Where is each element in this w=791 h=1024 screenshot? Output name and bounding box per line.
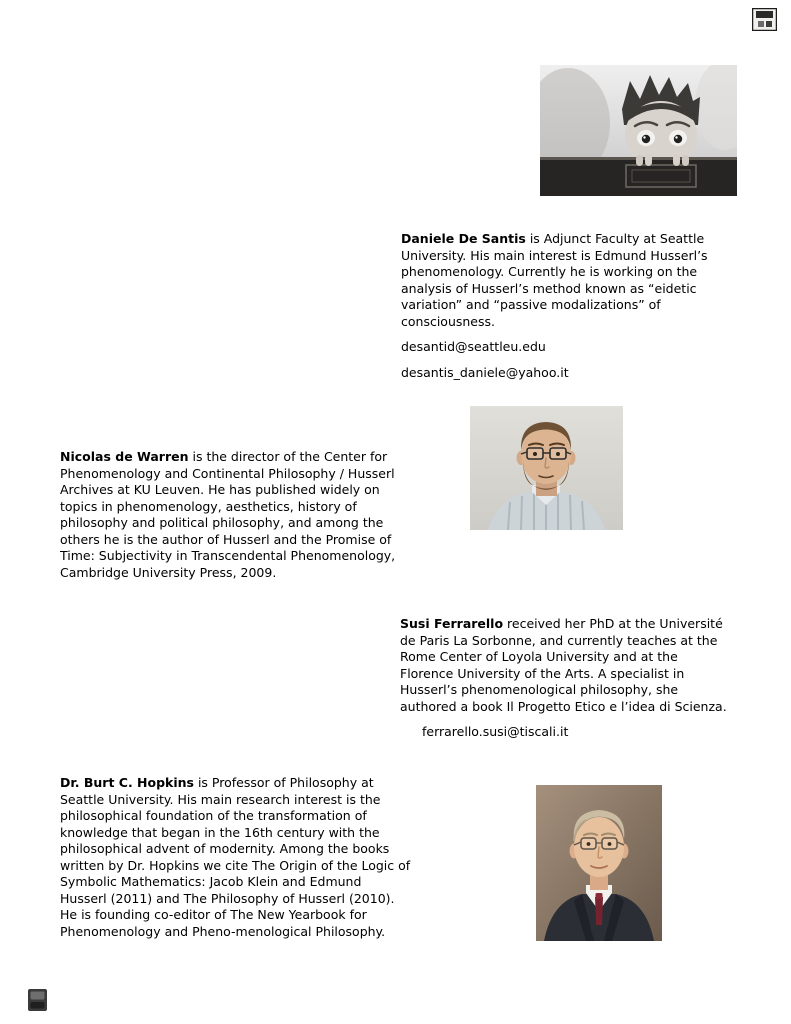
bio-name: Susi Ferrarello bbox=[400, 616, 504, 631]
bio-name: Dr. Burt C. Hopkins bbox=[60, 775, 194, 790]
corner-emblem-icon bbox=[752, 8, 777, 31]
corner-thumbnail-icon bbox=[27, 987, 48, 1013]
photo-burt-hopkins bbox=[536, 785, 662, 941]
bio-paragraph bbox=[400, 616, 730, 715]
bio-text: is the director of the Center for Phenomenology and Continental Philosophy / Husserl Archives at KU Leuven. He has published widely on topics in phenomenology, aesthetics, history of philosophy and political philosophy, and among the others he is the author of Husserl and the Promise of Time: Subjectivity in Transcendental Phenomenology, Cambridge University Press, 2009. bbox=[60, 449, 396, 580]
bio-paragraph bbox=[60, 449, 405, 581]
bio-name: Nicolas de Warren bbox=[60, 449, 189, 464]
bio-burt-hopkins bbox=[60, 775, 412, 940]
bio-text: is Professor of Philosophy at Seattle University. His main research interest is the philosophical foundation of the transformation of knowledge that began in the 16th century with the philosophical advent of modernity. Among the books written by Dr. Hopkins we cite The Origin of the Logic of Symbolic Mathematics: Jacob Klein and Edmund Husserl (2011) and The Philosophy of Husserl (2010). He is founding co-editor of The New Yearbook for Phenomenology and Pheno-menological Philosophy. bbox=[60, 775, 411, 939]
photo-nicolas-de-warren bbox=[470, 406, 623, 530]
bio-nicolas-de-warren bbox=[60, 449, 405, 581]
bio-text: received her PhD at the Université de Paris La Sorbonne, and currently teaches at the Rome Center of Loyola University and at the Florence University of the Arts. A specialist in Husserl’s phenomenological philosophy, she authored a book Il Progetto Etico e l’idea di Scienza. bbox=[400, 616, 727, 714]
email-address: desantis_daniele@yahoo.it bbox=[401, 364, 569, 380]
bio-daniele-de-santis bbox=[401, 231, 709, 381]
bio-paragraph bbox=[401, 231, 709, 330]
bio-paragraph bbox=[60, 775, 412, 940]
email-address: ferrarello.susi@tiscali.it bbox=[422, 724, 569, 739]
email-address: desantid@seattleu.edu bbox=[401, 339, 546, 354]
bio-name: Daniele De Santis bbox=[401, 231, 526, 246]
bio-susi-ferrarello bbox=[400, 616, 730, 741]
bio-text: is Adjunct Faculty at Seattle University. His main interest is Edmund Husserl’s phenomenology. Currently he is working on the analysis of Husserl’s method known as “eidetic variation” and “passive modalizations” of consciousness. bbox=[401, 231, 708, 329]
photo-child-peeking-over-book bbox=[540, 65, 737, 196]
